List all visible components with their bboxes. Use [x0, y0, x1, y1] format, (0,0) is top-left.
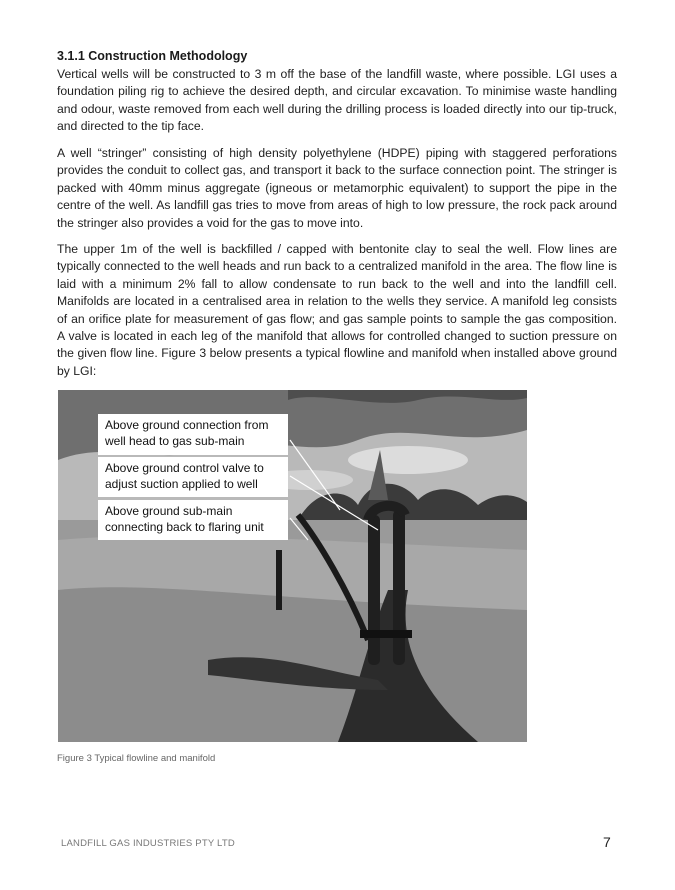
callout-sub-main: Above ground sub-main connecting back to flaring unit — [98, 500, 288, 540]
callout-control-valve: Above ground control valve to adjust suction applied to well — [98, 457, 288, 497]
page-number: 7 — [603, 834, 611, 850]
paragraph-construction: Vertical wells will be constructed to 3 m off the base of the landfill waste, where possible. LGI uses a foundation piling rig to achieve the desired depth, and circular excavation. To minimise waste handling and odour, waste removed from each well during the drilling process is loaded directly into our tip-truck, and directed to the tip face. — [57, 67, 617, 134]
paragraph-backfill: The upper 1m of the well is backfilled / capped with bentonite clay to seal the well. Flow lines are typically connected to the well heads and run back to a centralized manifold in the area. The flow line is laid with a minimum 2% fall to allow condensate to run back to the well and into the landfill cell. Manifolds are located in a centralised area in relation to the wells they service. A manifold leg consists of an orifice plate for measurement of gas flow; and gas sample points to sample the gas composition. A valve is located in each leg of the manifold that allows for controlled changed to suction pressure on the given flow line. Figure 3 below presents a typical flowline and manifold when installed above ground by LGI: — [57, 242, 617, 378]
footer-company: LANDFILL GAS INDUSTRIES PTY LTD — [61, 838, 235, 849]
callout-connection: Above ground connection from well head to gas sub-main — [98, 414, 288, 455]
figure-caption: Figure 3 Typical flowline and manifold — [57, 753, 216, 764]
paragraph-stringer: A well “stringer” consisting of high density polyethylene (HDPE) piping with staggered perforations provides the conduit to collect gas, and transport it back to the surface connection point. The stringer is packed with 40mm minus aggregate (igneous or metamorphic equivalent) to support the pipe in the centre of the well. As landfill gas tries to move from areas of high to low pressure, the rock pack around the stringer also provides a void for the gas to move into. — [57, 146, 617, 230]
section-heading: 3.1.1 Construction Methodology — [57, 49, 248, 63]
